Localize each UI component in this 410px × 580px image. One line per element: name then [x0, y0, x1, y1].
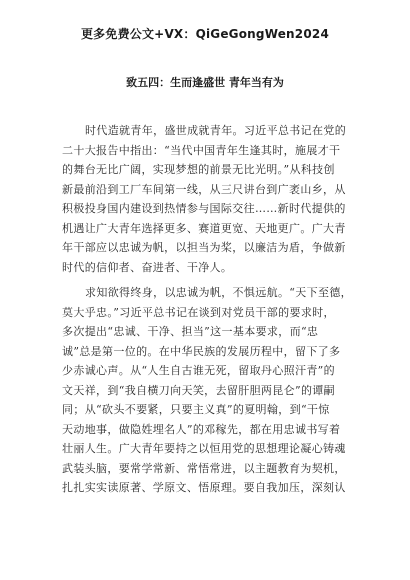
- text-line: 新最前沿到工厂车间第一线，从三尺讲台到广袤山乡，从: [62, 182, 346, 196]
- text-line: 同；从“砍头不要紧，只要主义真”的夏明翰，到“干惊: [62, 403, 330, 416]
- text-line: 时代的信仰者、奋进者、干净人。: [62, 260, 233, 274]
- watermark-header: 更多免费公文+VX：QiGeGongWen2024: [80, 27, 329, 41]
- text-line: 莫大乎忠。”习近平总书记在谈到对党员干部的要求时，: [62, 305, 335, 319]
- text-line: 武装头脑，要常学常新、常悟常进，以主题教育为契机，: [62, 461, 346, 475]
- text-line: 少赤诚心声。从“人生自古谁无死，留取丹心照汗青”的: [62, 364, 335, 377]
- document-title: 致五四：生而逢盛世 青年当有为: [126, 76, 284, 89]
- text-line: 扎扎实实读原著、学原文、悟原理。要自我加压，深刻认: [62, 481, 346, 494]
- text-line: 积极投身国内建设到热情参与国际交往……新时代提供的: [62, 202, 346, 215]
- paragraph: [62, 283, 355, 498]
- text-line: 的舞台无比广阔，实现梦想的前景无比光明。”从科技创: [62, 163, 335, 176]
- text-line: 文天祥，到“我自横刀向天笑，去留肝胆两昆仑”的谭嗣: [62, 383, 335, 397]
- document-body: [62, 121, 355, 498]
- text-line: 年干部应以忠诚为帆，以担当为桨，以廉洁为盾，争做新: [62, 241, 346, 254]
- text-line: 机遇让广大青年选择更多、赛道更宽、天地更广。广大青: [62, 221, 346, 235]
- text-line: 天动地事，做隐姓埋名人”的邓稼先，都在用忠诚书写着: [62, 422, 341, 436]
- text-line: 时代造就青年，盛世成就青年。习近平总书记在党的: [85, 124, 347, 137]
- text-line: 诚”总是第一位的。在中华民族的发展历程中，留下了多: [62, 344, 341, 358]
- text-line: 壮丽人生。广大青年要持之以恒用党的思想理论凝心铸魂: [62, 442, 346, 455]
- text-line: 求知欲得终身，以忠诚为帆，不惧远航。“天下至德，: [85, 286, 353, 299]
- text-line: 多次提出“忠诚、干净、担当”这一基本要求，而“忠: [62, 325, 319, 338]
- text-line: 二十大报告中指出：“当代中国青年生逢其时，施展才干: [62, 143, 341, 157]
- paragraph: [62, 121, 355, 277]
